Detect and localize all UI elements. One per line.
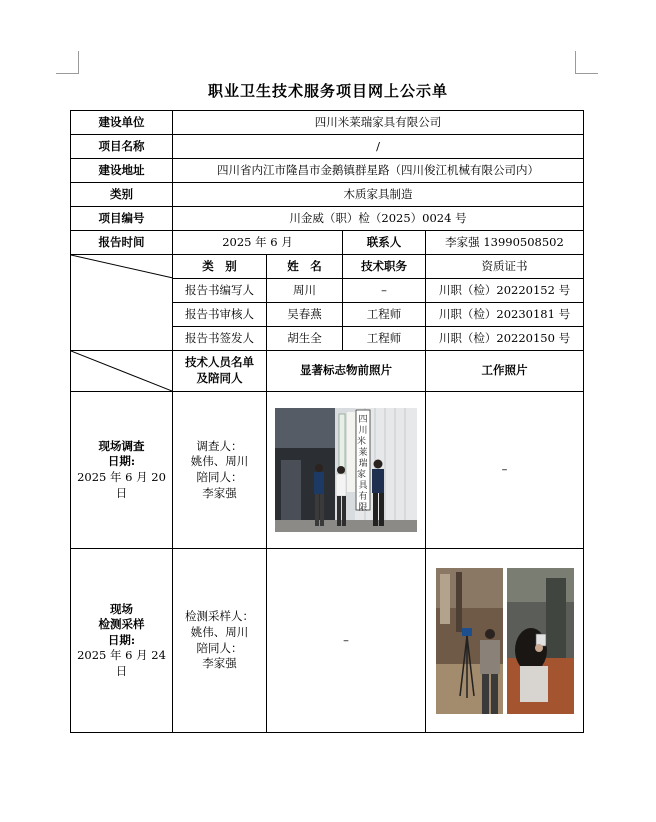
- sampling-work-photo-cell: [426, 549, 584, 733]
- survey-label-line4: 日: [115, 485, 128, 500]
- survey-people-line3: 陪同人：: [196, 470, 243, 484]
- survey-people-line4: 李家强: [202, 485, 237, 500]
- staff-type: 报告书签发人: [173, 327, 267, 351]
- construction-address-label: 建设地址: [71, 159, 173, 183]
- photo-diagonal-cell: [71, 351, 173, 392]
- project-number-label: 项目编号: [71, 207, 173, 231]
- sampling-label-line3: 日期:: [107, 632, 136, 647]
- row-staff-header: [71, 255, 584, 279]
- staff-title: –: [343, 279, 426, 303]
- landmark-photo: [275, 408, 417, 532]
- staff-header-name: 姓 名: [267, 255, 343, 279]
- sampling-label-line1: 现场: [110, 601, 133, 616]
- staff-header-title: 技术职务: [343, 255, 426, 279]
- sampling-label-line5: 日: [115, 663, 128, 678]
- staff-type: 报告书编写人: [173, 279, 267, 303]
- row-category: [71, 183, 584, 207]
- survey-label-line2: 日期:: [107, 454, 136, 469]
- survey-people-line1: 调查人：: [196, 438, 243, 453]
- sampling-people: [173, 549, 267, 733]
- staff-name: 吴春燕: [267, 303, 343, 327]
- staff-title: 工程师: [343, 303, 426, 327]
- report-time-value: 2025 年 6 月: [173, 231, 343, 255]
- page-title: 职业卫生技术服务项目网上公示单: [207, 82, 448, 100]
- staff-type: 报告书审核人: [173, 303, 267, 327]
- site-survey-label: [71, 392, 173, 549]
- survey-people: [173, 392, 267, 549]
- crop-mark-top-left: [56, 51, 79, 74]
- sampling-sign-photo-cell: –: [267, 549, 426, 733]
- staff-title: 工程师: [343, 327, 426, 351]
- staff-header-type: 类 别: [173, 255, 267, 279]
- people-header-line2: 及陪同人: [196, 371, 243, 385]
- sign-text: 四川米 莱瑞家 具有限: [357, 415, 368, 513]
- sampling-people-line4: 李家强: [202, 656, 237, 671]
- diagonal-line: [71, 255, 172, 350]
- row-report-time: [71, 231, 584, 255]
- staff-name: 胡生全: [267, 327, 343, 351]
- row-construction-unit: [71, 111, 584, 135]
- row-project-number: [71, 207, 584, 231]
- people-header-line1: 技术人员名单: [185, 355, 254, 370]
- construction-unit-label: 建设单位: [71, 111, 173, 135]
- work-photo-header: 工作照片: [426, 351, 584, 392]
- project-name-label: 项目名称: [71, 135, 173, 159]
- crop-mark-top-right: [575, 51, 598, 74]
- construction-unit-value: 四川米莱瑞家具有限公司: [173, 111, 584, 135]
- row-project-name: [71, 135, 584, 159]
- staff-cert: 川职（检）20220152 号: [426, 279, 584, 303]
- sampling-people-line1: 检测采样人：: [185, 609, 254, 624]
- survey-work-photo-cell: –: [426, 392, 584, 549]
- staff-cert: 川职（检）20220150 号: [426, 327, 584, 351]
- staff-name: 周川: [267, 279, 343, 303]
- site-sampling-label: [71, 549, 173, 733]
- construction-address-value: 四川省内江市隆昌市金鹅镇群星路（四川俊江机械有限公司内）: [173, 159, 584, 183]
- sampling-people-line3: 陪同人：: [196, 640, 243, 655]
- row-photo-header: [71, 351, 584, 392]
- sampling-label-line2: 检测采样: [98, 617, 145, 632]
- project-number-value: 川金威（职）检（2025）0024 号: [173, 207, 584, 231]
- work-photo: [436, 568, 574, 714]
- survey-label-line3: 2025 年 6 月 20: [77, 470, 166, 484]
- staff-cert: 川职（检）20230181 号: [426, 303, 584, 327]
- staff-diagonal-cell: [71, 255, 173, 351]
- row-site-sampling: [71, 549, 584, 733]
- row-site-survey: [71, 392, 584, 549]
- survey-sign-photo-cell: [267, 392, 426, 549]
- staff-header-cert: 资质证书: [426, 255, 584, 279]
- category-label: 类别: [71, 183, 173, 207]
- contact-value: 李家强 13990508502: [426, 231, 584, 255]
- disclosure-form-table: [70, 110, 584, 733]
- sampling-people-line2: 姚伟、周川: [190, 624, 249, 639]
- category-value: 木质家具制造: [173, 183, 584, 207]
- report-time-label: 报告时间: [71, 231, 173, 255]
- sign-photo-header: 显著标志物前照片: [267, 351, 426, 392]
- contact-label: 联系人: [343, 231, 426, 255]
- diagonal-line: [71, 351, 172, 391]
- survey-label-line1: 现场调查: [98, 438, 145, 453]
- people-header: [173, 351, 267, 392]
- survey-people-line2: 姚伟、周川: [190, 454, 249, 469]
- sampling-label-line4: 2025 年 6 月 24: [77, 648, 166, 663]
- project-name-value: /: [173, 135, 584, 159]
- row-construction-address: [71, 159, 584, 183]
